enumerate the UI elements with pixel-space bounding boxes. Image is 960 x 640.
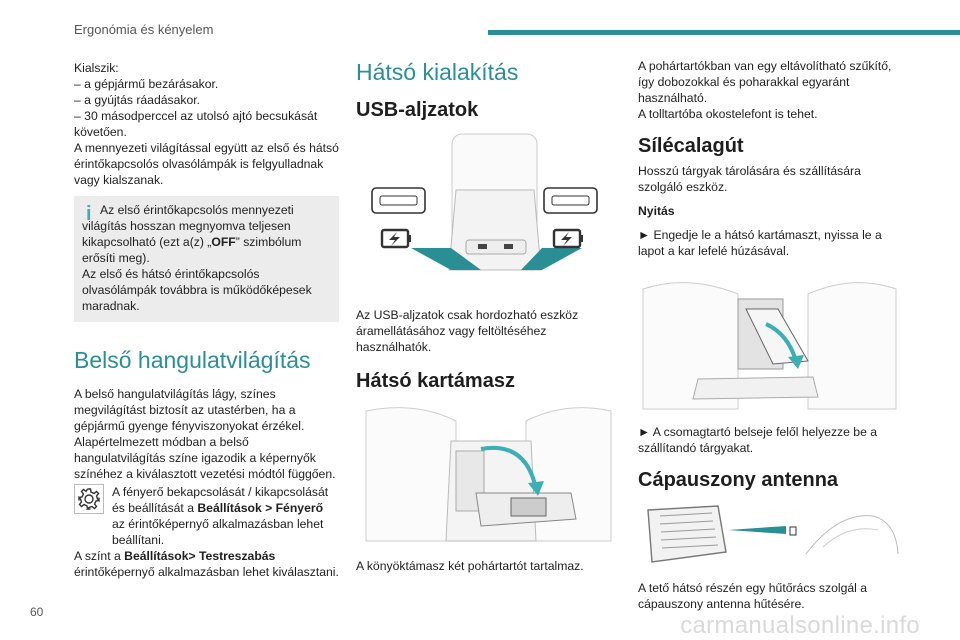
header-accent-bar xyxy=(488,30,960,35)
watermark: carmanualsonline.info xyxy=(680,612,920,639)
battery-charging-icon xyxy=(382,230,411,247)
antenna-text: A tető hátsó részén egy hűtőrács szolgál a cápauszony antenna hűtésére. xyxy=(638,581,867,611)
cupholder-text: A pohártartókban van egy eltávolítható szűkítő, így dobozokkal és poharakkal egyaránt használható. A tolltartóba okostelefont is tehet. xyxy=(638,59,892,121)
opening-heading: Nyitás xyxy=(638,204,675,218)
usb-text: Az USB-aljzatok csak hordozható eszköz áramellátásához vagy feltöltéséhez használhatók. xyxy=(356,308,579,354)
armrest-text: A könyöktámasz két pohártartót tartalmaz. xyxy=(356,559,584,573)
usb-heading: USB-aljzatok xyxy=(356,99,479,121)
info-note xyxy=(74,196,339,322)
gear-icon xyxy=(74,484,104,514)
brightness-settings-text: A fényerő bekapcsolását / kikapcsolását és beállítását a Beállítások > Fényerő az érintőképernyő alkalmazásban lehet beállítani. xyxy=(112,485,329,547)
settings-row xyxy=(74,484,339,548)
info-icon: i xyxy=(86,203,92,225)
running-header: Ergonómia és kényelem xyxy=(74,22,214,37)
rear-layout-heading: Hátsó kialakítás xyxy=(356,59,519,85)
ambient-lighting-heading: Belső hangulatvilágítás xyxy=(74,347,311,373)
usb-illustration xyxy=(356,130,618,295)
armrest-illustration xyxy=(356,401,618,546)
info-note-text: Az első érintőkapcsolós mennyezeti világítás hosszan megnyomva teljesen kikapcsolható (ezt a(z) „OFF” szimbólum erősíti meg). Az első és hátsó érintőkapcsolós olvasólámpák továbbra is működőképesek maradnak. xyxy=(82,203,312,313)
battery-charging-icon xyxy=(554,230,583,247)
ski-tunnel-illustration xyxy=(638,269,900,414)
color-settings-text: A színt a Beállítások> Testreszabás érintőképernyő alkalmazásban lehet kiválasztani. xyxy=(74,549,339,579)
page-number: 60 xyxy=(30,605,44,619)
ski-tunnel-heading: Sílécalagút xyxy=(638,135,744,157)
opening-step-1: ► Engedje le a hátsó kartámaszt, nyissa le a lapot a kar lefelé húzásával. xyxy=(638,228,882,258)
ski-tunnel-text: Hosszú tárgyak tárolására és szállítására szolgáló eszköz. xyxy=(638,164,861,194)
column-right xyxy=(638,58,900,612)
column-middle xyxy=(356,58,618,574)
lighting-off-text: Kialszik: – a gépjármű bezárásakor. – a gyújtás ráadásakor. – 30 másodperccel az utolsó ajtó becsukását követően. A mennyezeti világítással együtt az első és hátsó érintőkapcsolós olvasólámpák is felgyulladnak vagy kialszanak. xyxy=(74,61,339,187)
opening-step-2: ► A csomagtartó belseje felől helyezze be a szállítandó tárgyakat. xyxy=(638,425,878,455)
rear-armrest-heading: Hátsó kartámasz xyxy=(356,370,515,392)
column-left xyxy=(74,60,339,580)
ambient-lighting-text: A belső hangulatvilágítás lágy, színes megvilágítást biztosít az utastérben, ha a gépjármű gyenge fényviszonyokat érzékel. Alapértelmezett módban a belső hangulatvilágítás színe igazodik a képernyők színéhez a kiválasztott vezetési módtól függően. xyxy=(74,387,336,481)
antenna-illustration xyxy=(638,502,900,570)
shark-fin-heading: Cápauszony antenna xyxy=(638,469,839,491)
